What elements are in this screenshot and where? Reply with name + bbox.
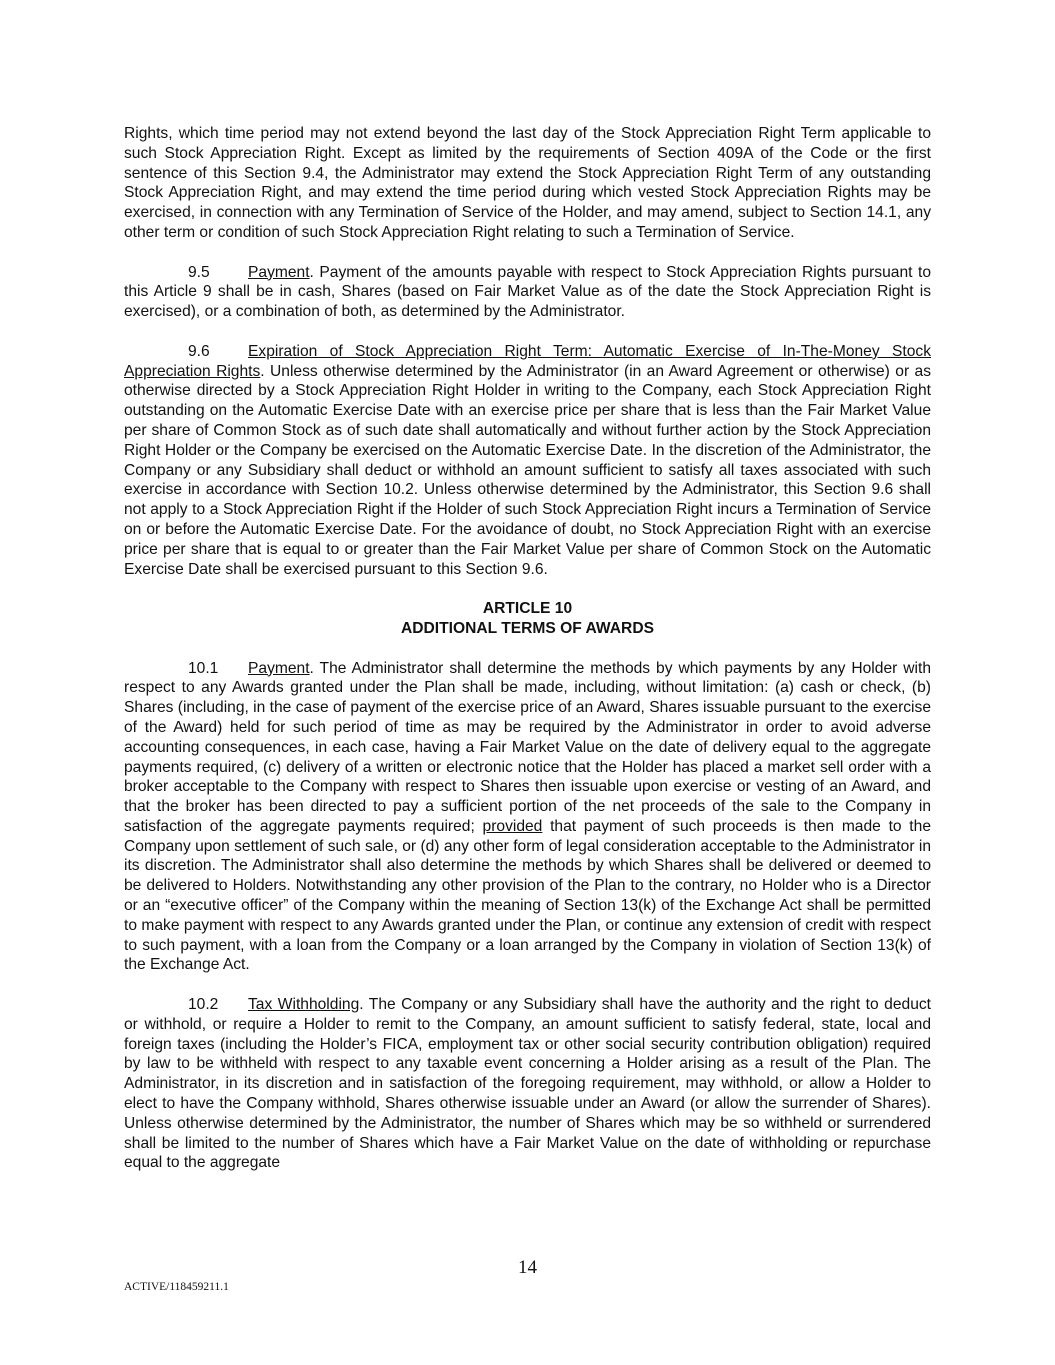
section-number: 10.1: [188, 659, 219, 677]
provided-term: provided: [482, 817, 543, 835]
section-number: 9.5: [188, 263, 210, 281]
section-body: . The Administrator shall determine the methods by which payments by any Holder with respect to any Awards granted under the Plan shall be made, including, without limitation: (a) cash or check, (b) Shares (including, in the case of payment of the exercise price of an Award, Shares issuable pursuant to the exercise of the Award) held for such period of time as may be required by the Administrator in order to avoid adverse accounting consequences, in each case, having a Fair Market Value on the date of delivery equal to the aggregate payments required, (c) delivery of a written or electronic notice that the Holder has placed a market sell order with a broker acceptable to the Company with respect to Shares then issuable upon exercise or vesting of an Award, and that the broker has been directed to pay a sufficient portion of the net proceeds of the sale to the Company in satisfaction of the aggregate payments required;: [124, 659, 931, 835]
section-number: 9.6: [188, 342, 210, 360]
page-number: 14: [518, 1257, 537, 1278]
section-body-continued: that payment of such proceeds is then made to the Company upon settlement of such sale, or (d) any other form of legal consideration acceptable to the Administrator in its discretion. The Administrator shall also determine the methods by which Shares shall be delivered or deemed to be delivered to Holders. Notwithstanding any other provision of the Plan to the contrary, no Holder who is a Director or an “executive officer” of the Company within the meaning of Section 13(k) of the Exchange Act shall be permitted to make payment with respect to any Awards granted under the Plan, or continue any extension of credit with respect to such payment, with a loan from the Company or a loan arranged by the Company in violation of Section 13(k) of the Exchange Act.: [124, 817, 931, 974]
paragraph-continued: Rights, which time period may not extend beyond the last day of the Stock Appreciation Right Term applicable to such Stock Appreciation Right. Except as limited by the requirements of Section 409A of the Code or the first sentence of this Section 9.4, the Administrator may extend the Stock Appreciation Right Term of any outstanding Stock Appreciation Right, and may extend the time period during which vested Stock Appreciation Rights may be exercised, in connection with any Termination of Service of the Holder, and may amend, subject to Section 14.1, any other term or condition of such Stock Appreciation Right relating to such a Termination of Service.: [124, 125, 931, 241]
section-title: Tax Withholding: [248, 996, 360, 1014]
section-body: . Payment of the amounts payable with respect to Stock Appreciation Rights pursuant to this Article 9 shall be in cash, Shares (based on Fair Market Value as of the date the Stock Appreciation Right is exercised), or a combination of both, as determined by the Administrator.: [124, 263, 931, 321]
article-number: ARTICLE 10: [482, 600, 573, 618]
section-title: Payment: [248, 263, 310, 281]
section-title: Payment: [248, 659, 310, 677]
document-page: [124, 124, 931, 1193]
section-10-2: [124, 995, 931, 1173]
section-body: . Unless otherwise determined by the Administrator (in an Award Agreement or otherwise) or as otherwise directed by a Stock Appreciation Right Holder in writing to the Company, each Stock Appreciation Right outstanding on the Automatic Exercise Date with an exercise price per share that is less than the Fair Market Value per share of Common Stock as of such date shall automatically and without further action by the Stock Appreciation Right Holder or the Company be exercised on the Automatic Exercise Date. In the discretion of the Administrator, the Company or any Subsidiary shall deduct or withhold an amount sufficient to satisfy all taxes associated with such exercise in accordance with Section 10.2. Unless otherwise determined by the Administrator, this Section 9.6 shall not apply to a Stock Appreciation Right if the Holder of such Stock Appreciation Right incurs a Termination of Service on or before the Automatic Exercise Date. For the avoidance of doubt, no Stock Appreciation Right with an exercise price per share that is equal to or greater than the Fair Market Value per share of Common Stock on the Automatic Exercise Date shall be exercised pursuant to this Section 9.6.: [124, 362, 931, 578]
section-body: . The Company or any Subsidiary shall have the authority and the right to deduct or withhold, or require a Holder to remit to the Company, an amount sufficient to satisfy federal, state, local and foreign taxes (including the Holder’s FICA, employment tax or other social security contribution obligation) required by law to be withheld with respect to any taxable event concerning a Holder arising as a result of the Plan. The Administrator, in its discretion and in satisfaction of the foregoing requirement, may withhold, or allow a Holder to elect to have the Company withhold, Shares otherwise issuable under an Award (or allow the surrender of Shares). Unless otherwise determined by the Administrator, the number of Shares which may be so withheld or surrendered shall be limited to the number of Shares which have a Fair Market Value on the date of withholding or repurchase equal to the aggregate: [124, 996, 931, 1172]
article-title: ADDITIONAL TERMS OF AWARDS: [401, 619, 654, 637]
section-number: 10.2: [188, 996, 219, 1014]
section-9-6: [124, 342, 931, 580]
footer-document-id: ACTIVE/118459211.1: [124, 1281, 229, 1293]
section-9-5: [124, 263, 931, 322]
section-title: Expiration of Stock Appreciation Right Term: Automatic Exercise of In-The-Money Stock Appreciation Rights: [124, 342, 931, 380]
section-10-1: [124, 659, 931, 976]
article-heading: [124, 599, 931, 639]
